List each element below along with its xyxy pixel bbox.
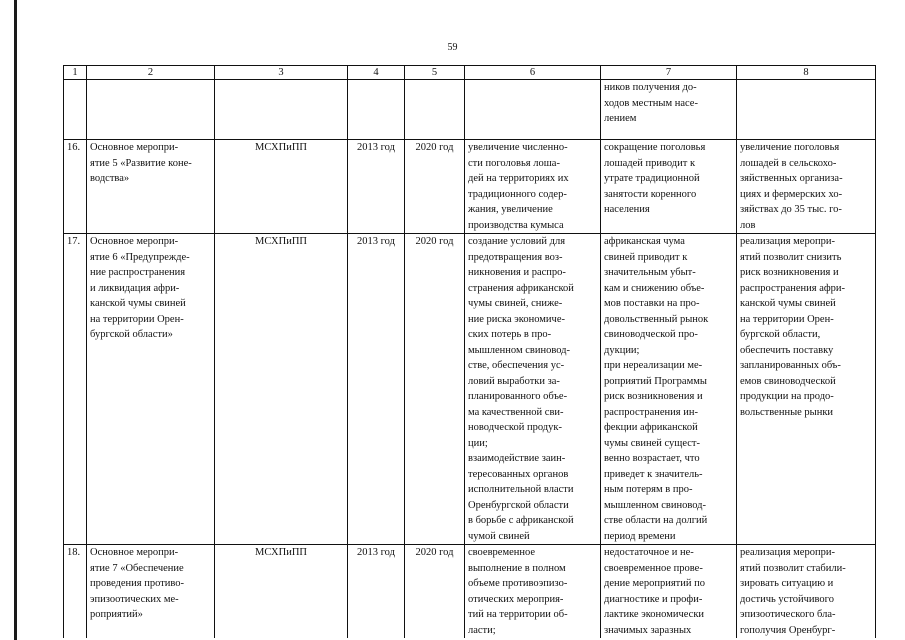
column-header: 2 [87, 66, 215, 80]
measure-cell: Основное меропри- ятие 5 «Развитие коне- водства» [87, 140, 215, 234]
expected-result-cell [465, 80, 601, 140]
column-header: 7 [601, 66, 737, 80]
table-row-17 [64, 234, 876, 545]
consequences-cell: африканская чума свиней приводит к значительным убыт- кам и снижению объе- мов поставки на про- довольственный рынок свиноводческой про- дукции; при нереализации ме- роприятий Программы риск возникновения и распространения ин- фекции африканской чумы свиней сущест- венно возрастает, что приведет к значитель- ным потерям в про- мышленном свиновод- стве области на долгий период времени [601, 234, 737, 545]
table-row-16 [64, 140, 876, 234]
page-number: 59 [447, 42, 458, 53]
start-year-cell: 2013 год [348, 545, 405, 639]
end-year-cell: 2020 год [405, 545, 465, 639]
end-year-cell: 2020 год [405, 140, 465, 234]
table-row-continuation [64, 80, 876, 140]
row-number-cell [64, 80, 87, 140]
row-number-cell: 16. [64, 140, 87, 234]
column-header: 1 [64, 66, 87, 80]
consequences-cell: недостаточное и не- своевременное прове- дение мероприятий по диагностике и профи- лактике экономически значимых заразных [601, 545, 737, 639]
end-year-cell: 2020 год [405, 234, 465, 545]
start-year-cell: 2013 год [348, 234, 405, 545]
program-link-cell [737, 80, 876, 140]
executor-cell: МСХПиПП [215, 234, 348, 545]
expected-result-cell: увеличение численно- сти поголовья лоша- дей на территориях их традиционного содер- жания, увеличение производства кумыса [465, 140, 601, 234]
start-year-cell: 2013 год [348, 140, 405, 234]
executor-cell: МСХПиПП [215, 140, 348, 234]
measure-cell: Основное меропри- ятие 7 «Обеспечение проведения противо- эпизоотических ме- роприятий» [87, 545, 215, 639]
program-link-cell: реализация меропри- ятий позволит стабили- зировать ситуацию и достичь устойчивого эпизоотического бла- гополучия Оренбург- [737, 545, 876, 639]
column-number-row [64, 66, 876, 80]
table-row-18 [64, 545, 876, 639]
consequences-cell: сокращение поголовья лошадей приводит к утрате традиционной занятости коренного населения [601, 140, 737, 234]
start-year-cell [348, 80, 405, 140]
expected-result-cell: создание условий для предотвращения воз- никновения и распро- странения африканской чумы свиней, сниже- ние риска экономиче- ских потерь в про- мышленном свиновод- стве, обеспечения ус- ловий выработки за- планированного объе- ма качественной сви- новодческой продук- ции; взаимодействие заин- тересованных органов исполнительной власти Оренбургской области в борьбе с африканской чумой свиней [465, 234, 601, 545]
column-header: 6 [465, 66, 601, 80]
column-header: 5 [405, 66, 465, 80]
column-header: 3 [215, 66, 348, 80]
measures-table [63, 65, 876, 638]
end-year-cell [405, 80, 465, 140]
row-number-cell: 18. [64, 545, 87, 639]
column-header: 8 [737, 66, 876, 80]
left-margin-bar [14, 0, 17, 640]
row-number-cell: 17. [64, 234, 87, 545]
consequences-cell: ников получения до- ходов местным насе- лением [601, 80, 737, 140]
executor-cell: МСХПиПП [215, 545, 348, 639]
measure-cell: Основное меропри- ятие 6 «Предупрежде- ние распространения и ликвидация афри- канской чумы свиней на территории Орен- бургской области» [87, 234, 215, 545]
column-header: 4 [348, 66, 405, 80]
expected-result-cell: своевременное выполнение в полном объеме противоэпизо- отических мероприя- тий на территории об- ласти; [465, 545, 601, 639]
program-link-cell: увеличение поголовья лошадей в сельскохо- зяйственных организа- циях и фермерских хо- зяйствах до 35 тыс. го- лов [737, 140, 876, 234]
measure-cell [87, 80, 215, 140]
executor-cell [215, 80, 348, 140]
program-link-cell: реализация меропри- ятий позволит снизить риск возникновения и распространения афри- канской чумы свиней на территории Орен- бургской области, обеспечить поставку запланированных объ- емов свиноводческой продукции на продо- вольственные рынки [737, 234, 876, 545]
